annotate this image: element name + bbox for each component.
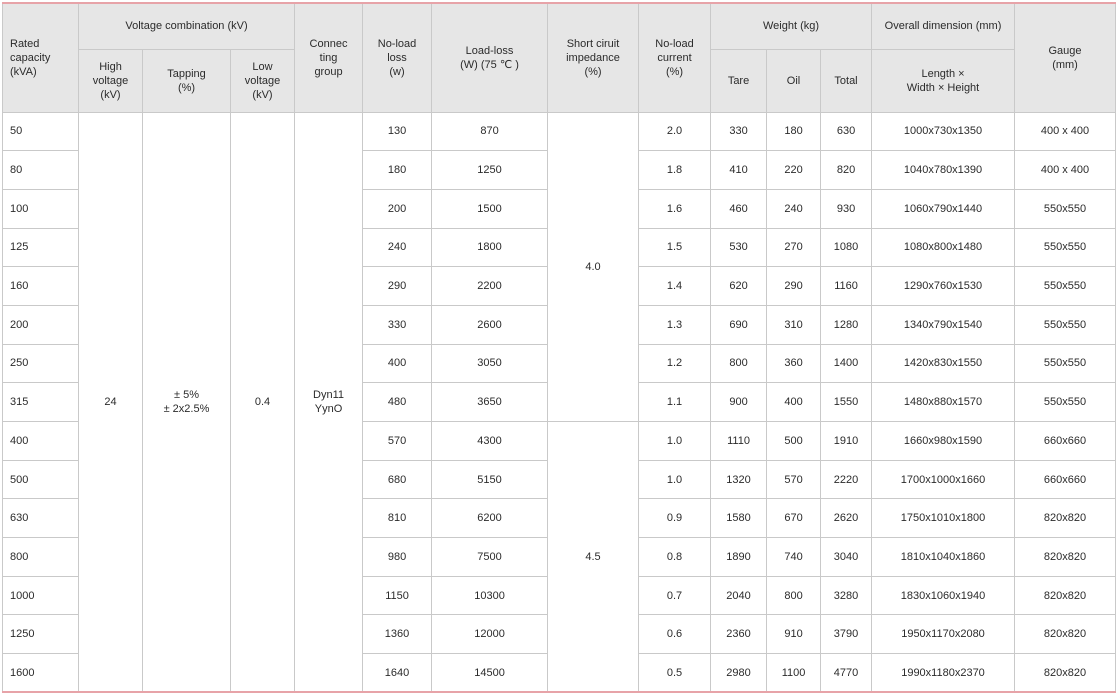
cell-tare: 1110 — [711, 422, 767, 461]
cell-dimension: 1830x1060x1940 — [872, 576, 1015, 615]
cell-gauge: 820x820 — [1015, 654, 1116, 693]
header-connecting-group: Connec ting group — [295, 3, 363, 112]
cell-dimension: 1040x780x1390 — [872, 151, 1015, 190]
header-rated-capacity: Rated capacity (kVA) — [3, 3, 79, 112]
cell-oil: 800 — [767, 576, 821, 615]
cell-no-load-current: 1.8 — [639, 151, 711, 190]
cell-tapping: ± 5% ± 2x2.5% — [143, 112, 231, 692]
cell-no-load-loss: 680 — [363, 460, 432, 499]
cell-gauge: 660x660 — [1015, 460, 1116, 499]
cell-tare: 900 — [711, 383, 767, 422]
cell-dimension: 1420x830x1550 — [872, 344, 1015, 383]
cell-gauge: 820x820 — [1015, 499, 1116, 538]
cell-no-load-current: 1.0 — [639, 422, 711, 461]
cell-load-loss: 870 — [432, 112, 548, 151]
cell-no-load-loss: 570 — [363, 422, 432, 461]
cell-no-load-current: 0.5 — [639, 654, 711, 693]
cell-no-load-current: 1.2 — [639, 344, 711, 383]
cell-gauge: 550x550 — [1015, 383, 1116, 422]
cell-dimension: 1990x1180x2370 — [872, 654, 1015, 693]
cell-tare: 800 — [711, 344, 767, 383]
cell-oil: 220 — [767, 151, 821, 190]
cell-oil: 740 — [767, 538, 821, 577]
header-tare: Tare — [711, 49, 767, 112]
header-high-voltage: High voltage (kV) — [79, 49, 143, 112]
cell-tare: 2980 — [711, 654, 767, 693]
cell-rated-capacity: 400 — [3, 422, 79, 461]
cell-total: 820 — [821, 151, 872, 190]
cell-dimension: 1660x980x1590 — [872, 422, 1015, 461]
cell-dimension: 1700x1000x1660 — [872, 460, 1015, 499]
cell-gauge: 400 x 400 — [1015, 112, 1116, 151]
header-oil: Oil — [767, 49, 821, 112]
cell-load-loss: 10300 — [432, 576, 548, 615]
cell-gauge: 660x660 — [1015, 422, 1116, 461]
cell-rated-capacity: 125 — [3, 228, 79, 267]
cell-dimension: 1080x800x1480 — [872, 228, 1015, 267]
cell-no-load-current: 1.6 — [639, 189, 711, 228]
cell-load-loss: 2600 — [432, 305, 548, 344]
cell-rated-capacity: 500 — [3, 460, 79, 499]
cell-no-load-current: 0.7 — [639, 576, 711, 615]
cell-gauge: 820x820 — [1015, 576, 1116, 615]
cell-gauge: 550x550 — [1015, 344, 1116, 383]
cell-oil: 270 — [767, 228, 821, 267]
cell-dimension: 1000x730x1350 — [872, 112, 1015, 151]
cell-tare: 410 — [711, 151, 767, 190]
cell-tare: 1890 — [711, 538, 767, 577]
cell-oil: 360 — [767, 344, 821, 383]
cell-no-load-current: 0.6 — [639, 615, 711, 654]
cell-load-loss: 12000 — [432, 615, 548, 654]
cell-dimension: 1810x1040x1860 — [872, 538, 1015, 577]
header-total: Total — [821, 49, 872, 112]
cell-no-load-loss: 480 — [363, 383, 432, 422]
cell-rated-capacity: 160 — [3, 267, 79, 306]
cell-no-load-current: 1.5 — [639, 228, 711, 267]
cell-gauge: 550x550 — [1015, 228, 1116, 267]
cell-gauge: 400 x 400 — [1015, 151, 1116, 190]
cell-tare: 530 — [711, 228, 767, 267]
cell-total: 1080 — [821, 228, 872, 267]
cell-rated-capacity: 1250 — [3, 615, 79, 654]
cell-rated-capacity: 50 — [3, 112, 79, 151]
cell-load-loss: 5150 — [432, 460, 548, 499]
cell-oil: 240 — [767, 189, 821, 228]
cell-low-voltage: 0.4 — [231, 112, 295, 692]
cell-oil: 400 — [767, 383, 821, 422]
cell-no-load-loss: 240 — [363, 228, 432, 267]
cell-total: 1910 — [821, 422, 872, 461]
header-load-loss: Load-loss (W) (75 ℃ ) — [432, 3, 548, 112]
cell-oil: 500 — [767, 422, 821, 461]
cell-total: 1280 — [821, 305, 872, 344]
cell-tare: 460 — [711, 189, 767, 228]
cell-no-load-loss: 130 — [363, 112, 432, 151]
header-dimension-sub: Length × Width × Height — [872, 49, 1015, 112]
cell-connecting-group: Dyn11 YynO — [295, 112, 363, 692]
cell-no-load-current: 2.0 — [639, 112, 711, 151]
cell-gauge: 550x550 — [1015, 305, 1116, 344]
header-no-load-loss: No-load loss (w) — [363, 3, 432, 112]
header-overall-dimension: Overall dimension (mm) — [872, 3, 1015, 49]
cell-load-loss: 4300 — [432, 422, 548, 461]
cell-dimension: 1290x760x1530 — [872, 267, 1015, 306]
cell-tare: 330 — [711, 112, 767, 151]
cell-dimension: 1480x880x1570 — [872, 383, 1015, 422]
cell-total: 630 — [821, 112, 872, 151]
cell-load-loss: 7500 — [432, 538, 548, 577]
cell-gauge: 550x550 — [1015, 267, 1116, 306]
cell-total: 930 — [821, 189, 872, 228]
cell-total: 2220 — [821, 460, 872, 499]
cell-tare: 620 — [711, 267, 767, 306]
cell-rated-capacity: 1600 — [3, 654, 79, 693]
header-voltage-combination: Voltage combination (kV) — [79, 3, 295, 49]
cell-no-load-loss: 1150 — [363, 576, 432, 615]
cell-load-loss: 3050 — [432, 344, 548, 383]
cell-tare: 1320 — [711, 460, 767, 499]
cell-load-loss: 1250 — [432, 151, 548, 190]
cell-no-load-loss: 330 — [363, 305, 432, 344]
cell-no-load-current: 1.4 — [639, 267, 711, 306]
cell-dimension: 1750x1010x1800 — [872, 499, 1015, 538]
table-row — [3, 112, 1116, 151]
cell-tare: 1580 — [711, 499, 767, 538]
cell-rated-capacity: 250 — [3, 344, 79, 383]
cell-no-load-loss: 1360 — [363, 615, 432, 654]
cell-load-loss: 1500 — [432, 189, 548, 228]
cell-dimension: 1950x1170x2080 — [872, 615, 1015, 654]
cell-gauge: 820x820 — [1015, 615, 1116, 654]
cell-oil: 570 — [767, 460, 821, 499]
cell-oil: 910 — [767, 615, 821, 654]
cell-no-load-loss: 200 — [363, 189, 432, 228]
table-header — [3, 3, 1116, 112]
header-gauge: Gauge (mm) — [1015, 3, 1116, 112]
cell-no-load-loss: 400 — [363, 344, 432, 383]
cell-rated-capacity: 800 — [3, 538, 79, 577]
cell-no-load-current: 0.9 — [639, 499, 711, 538]
cell-rated-capacity: 200 — [3, 305, 79, 344]
cell-high-voltage: 24 — [79, 112, 143, 692]
header-tapping: Tapping (%) — [143, 49, 231, 112]
cell-no-load-loss: 810 — [363, 499, 432, 538]
cell-oil: 1100 — [767, 654, 821, 693]
cell-total: 3040 — [821, 538, 872, 577]
cell-rated-capacity: 315 — [3, 383, 79, 422]
cell-load-loss: 2200 — [432, 267, 548, 306]
cell-impedance: 4.0 — [548, 112, 639, 422]
cell-total: 3790 — [821, 615, 872, 654]
cell-rated-capacity: 80 — [3, 151, 79, 190]
cell-impedance: 4.5 — [548, 422, 639, 693]
cell-tare: 2040 — [711, 576, 767, 615]
cell-gauge: 820x820 — [1015, 538, 1116, 577]
cell-load-loss: 14500 — [432, 654, 548, 693]
cell-load-loss: 1800 — [432, 228, 548, 267]
cell-no-load-loss: 980 — [363, 538, 432, 577]
transformer-spec-table — [2, 2, 1116, 693]
cell-no-load-current: 0.8 — [639, 538, 711, 577]
cell-gauge: 550x550 — [1015, 189, 1116, 228]
cell-load-loss: 6200 — [432, 499, 548, 538]
cell-total: 1160 — [821, 267, 872, 306]
cell-oil: 310 — [767, 305, 821, 344]
cell-no-load-current: 1.0 — [639, 460, 711, 499]
header-low-voltage: Low voltage (kV) — [231, 49, 295, 112]
cell-oil: 670 — [767, 499, 821, 538]
cell-no-load-loss: 1640 — [363, 654, 432, 693]
cell-tare: 2360 — [711, 615, 767, 654]
cell-total: 1400 — [821, 344, 872, 383]
cell-no-load-loss: 180 — [363, 151, 432, 190]
header-short-circuit-impedance: Short ciruit impedance (%) — [548, 3, 639, 112]
cell-total: 1550 — [821, 383, 872, 422]
cell-total: 3280 — [821, 576, 872, 615]
cell-oil: 180 — [767, 112, 821, 151]
cell-no-load-loss: 290 — [363, 267, 432, 306]
cell-dimension: 1340x790x1540 — [872, 305, 1015, 344]
cell-total: 2620 — [821, 499, 872, 538]
cell-rated-capacity: 100 — [3, 189, 79, 228]
table-body — [3, 112, 1116, 692]
cell-total: 4770 — [821, 654, 872, 693]
cell-load-loss: 3650 — [432, 383, 548, 422]
cell-no-load-current: 1.3 — [639, 305, 711, 344]
header-no-load-current: No-load current (%) — [639, 3, 711, 112]
cell-no-load-current: 1.1 — [639, 383, 711, 422]
cell-oil: 290 — [767, 267, 821, 306]
header-weight: Weight (kg) — [711, 3, 872, 49]
cell-tare: 690 — [711, 305, 767, 344]
cell-rated-capacity: 1000 — [3, 576, 79, 615]
cell-rated-capacity: 630 — [3, 499, 79, 538]
cell-dimension: 1060x790x1440 — [872, 189, 1015, 228]
